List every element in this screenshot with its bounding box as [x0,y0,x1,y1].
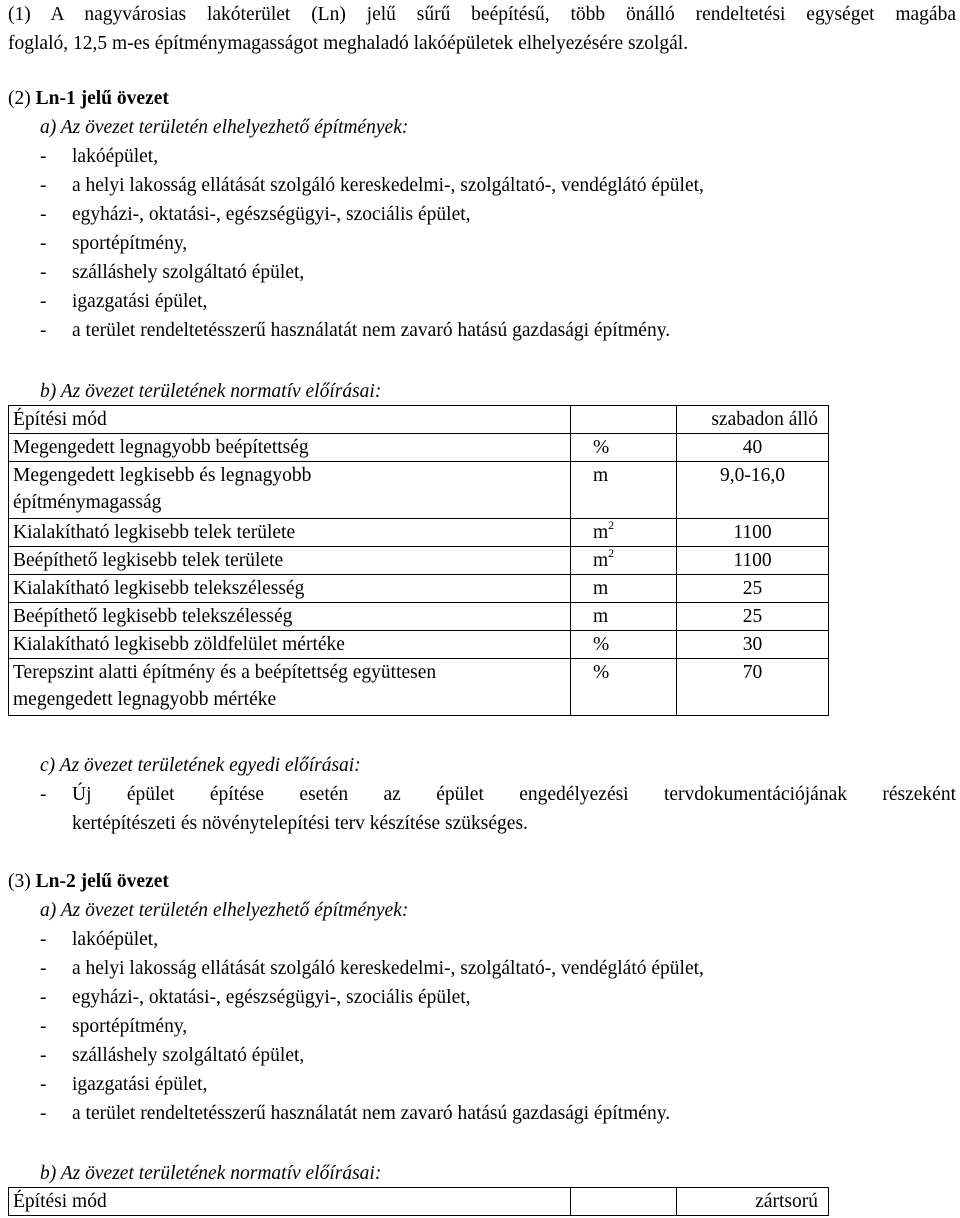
list-item [8,316,956,345]
section-3-number: (3) [8,871,36,892]
table-cell-label-line-1: Terepszint alatti építmény és a beépítettség együttesen [13,662,437,683]
table-cell-value: 9,0-16,0 [677,462,829,519]
table-cell-label: Építési mód [9,406,571,434]
table-cell-unit [571,519,677,547]
list-item-text: egyházi-, oktatási-, egészségügyi-, szociális épület, [72,987,471,1008]
table-cell-unit: m [571,575,677,603]
list-item [8,983,956,1012]
table-row [9,659,829,716]
list-item [8,229,956,258]
list-item-text: a helyi lakosság ellátását szolgáló kereskedelmi-, szolgáltató-, vendéglátó épület, [72,958,704,979]
table-cell-value: 70 [677,659,829,716]
table-cell-label-line-2: megengedett legnagyobb mértéke [13,689,277,710]
list-item-text: szálláshely szolgáltató épület, [72,262,305,283]
list-item-text: egyházi-, oktatási-, egészségügyi-, szociális épület, [72,204,471,225]
list-dash: - [40,320,47,341]
unit-superscript: 2 [608,545,615,560]
list-item-text: a terület rendeltetésszerű használatát nem zavaró hatású gazdasági építmény. [72,1103,671,1124]
list-item-text: lakóépület, [72,146,159,167]
list-item-text: igazgatási épület, [72,1074,208,1095]
list-dash: - [40,1016,47,1037]
paragraph-1 [8,0,956,58]
section-2-number: (2) [8,88,36,109]
paragraph-1-line-2: foglaló, 12,5 m-es építménymagasságot meghaladó lakóépületek elhelyezésére szolgál. [8,33,689,54]
table-row [9,603,829,631]
section-2 [8,84,956,345]
list-dash: - [40,175,47,196]
list-item-text: a helyi lakosság ellátását szolgáló kereskedelmi-, szolgáltató-, vendéglátó épület, [72,175,704,196]
list-dash: - [40,784,47,805]
section-2-subheading-b: b) Az övezet területének normatív előírásai: [40,381,382,402]
unit-superscript: 2 [608,517,615,532]
list-dash: - [40,987,47,1008]
list-dash: - [40,204,47,225]
section-2-title: Ln-1 jelű övezet [35,88,169,109]
list-dash: - [40,958,47,979]
section-3-heading [8,867,956,896]
list-dash: - [40,929,47,950]
table-cell-label-line-1: Megengedett legkisebb és legnagyobb [13,465,312,486]
table-row [9,519,829,547]
section-2-norm-table [8,405,829,716]
table-row [9,434,829,462]
list-dash: - [40,291,47,312]
table-cell-label: Kialakítható legkisebb telek területe [9,519,571,547]
section-3-subheading-a: a) Az övezet területén elhelyezhető építmények: [40,900,409,921]
table-cell-value: 25 [677,603,829,631]
list-item-text: Új épület építése esetén az épület engedélyezési tervdokumentációjának részeként [72,784,956,805]
list-item [8,287,956,316]
list-item [8,200,956,229]
list-item [8,1041,956,1070]
list-item [8,1070,956,1099]
section-3-list-a [8,925,956,1128]
table-cell-value: 30 [677,631,829,659]
list-dash: - [40,233,47,254]
list-item-text: sportépítmény, [72,1016,188,1037]
table-cell-unit [571,406,677,434]
table-cell-value: 1100 [677,519,829,547]
table-row [9,631,829,659]
table-cell-value: zártsorú [677,1188,829,1216]
list-item-text: lakóépület, [72,929,159,950]
table-cell-label: Beépíthető legkisebb telek területe [9,547,571,575]
unit-text: m [593,522,609,543]
table-cell-unit: % [571,659,677,716]
table-cell-label [9,659,571,716]
table-cell-label: Építési mód [9,1188,571,1216]
section-2-b [8,377,956,406]
table-cell-label: Beépíthető legkisebb telekszélesség [9,603,571,631]
table-cell-label: Kialakítható legkisebb telekszélesség [9,575,571,603]
table-cell-value: 25 [677,575,829,603]
list-item-text: sportépítmény, [72,233,188,254]
section-3-norm-table [8,1187,829,1216]
list-item-text: szálláshely szolgáltató épület, [72,1045,305,1066]
section-3 [8,867,956,1128]
table-row [9,406,829,434]
section-3-title: Ln-2 jelű övezet [35,871,169,892]
section-2-subheading-a: a) Az övezet területén elhelyezhető építmények: [40,117,409,138]
table-cell-label [9,462,571,519]
table-cell-label-line-2: építménymagasság [13,492,162,513]
table-cell-value: szabadon álló [677,406,829,434]
list-item [8,925,956,954]
list-item-continuation: kertépítészeti és növénytelepítési terv készítése szükséges. [72,813,528,834]
list-dash: - [40,1045,47,1066]
unit-text: m [593,550,609,571]
list-dash: - [40,1074,47,1095]
table-cell-unit: % [571,434,677,462]
list-item [8,142,956,171]
paragraph-1-line-1: (1) A nagyvárosias lakóterület (Ln) jelű sűrű beépítésű, több önálló rendeltetési egységet magába [8,4,956,25]
table-row [9,575,829,603]
list-item [8,1099,956,1128]
section-3-subheading-b: b) Az övezet területének normatív előírásai: [40,1163,382,1184]
list-item [8,258,956,287]
table-cell-label: Kialakítható legkisebb zöldfelület mértéke [9,631,571,659]
table-cell-unit: % [571,631,677,659]
table-cell-unit [571,1188,677,1216]
list-item-text: a terület rendeltetésszerű használatát nem zavaró hatású gazdasági építmény. [72,320,671,341]
list-item-text: igazgatási épület, [72,291,208,312]
table-cell-value: 1100 [677,547,829,575]
list-item [8,171,956,200]
table-row [9,1188,829,1216]
list-item [8,780,956,809]
section-2-c [8,751,956,838]
list-item [8,954,956,983]
table-cell-value: 40 [677,434,829,462]
list-dash: - [40,146,47,167]
list-dash: - [40,1103,47,1124]
table-cell-unit [571,547,677,575]
table-row [9,547,829,575]
list-item [8,1012,956,1041]
section-2-subheading-c: c) Az övezet területének egyedi előírásai: [40,755,361,776]
table-cell-label: Megengedett legnagyobb beépítettség [9,434,571,462]
table-cell-unit: m [571,462,677,519]
table-row [9,462,829,519]
list-dash: - [40,262,47,283]
section-2-heading [8,84,956,113]
table-cell-unit: m [571,603,677,631]
section-2-list-a [8,142,956,345]
section-3-b [8,1159,956,1188]
